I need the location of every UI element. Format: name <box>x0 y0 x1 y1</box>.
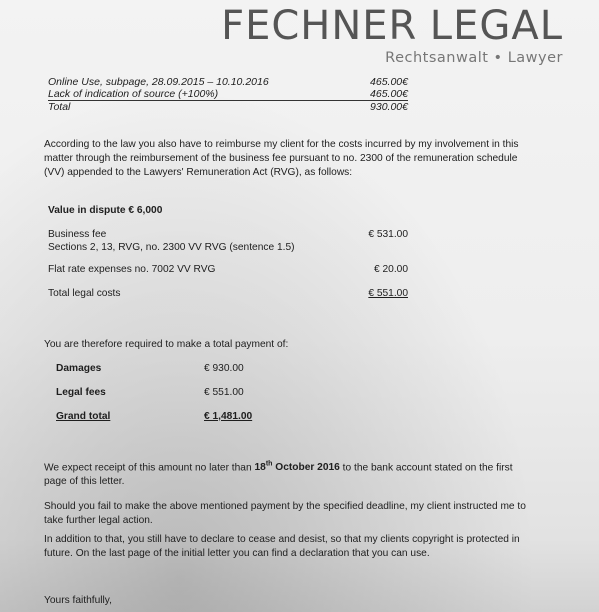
closing: Yours faithfully, <box>44 595 112 606</box>
payment-label: Damages <box>56 363 102 374</box>
deadline-paragraph <box>44 458 534 489</box>
payment-row-grand-total <box>56 410 260 423</box>
table-row-total <box>48 101 408 113</box>
payment-row-legal-fees <box>56 386 260 399</box>
action-paragraph: Should you fail to make the above mentioned payment by the specified deadline, my client instructed me to take further legal action. <box>44 501 526 526</box>
payment-label: Legal fees <box>56 387 106 398</box>
table-row <box>48 88 408 101</box>
desist-paragraph: In addition to that, you still have to declare to cease and desist, so that my clients copyright is protected in future. On the last page of the initial letter you can find a declaration that you can use. <box>44 534 520 559</box>
payment-amount: € 930.00 <box>204 363 244 374</box>
value-in-dispute: Value in dispute € 6,000 <box>48 205 163 216</box>
infringement-table <box>48 76 408 113</box>
payment-amount: € 551.00 <box>204 387 244 398</box>
deadline-before: We expect receipt of this amount no later than <box>44 462 255 474</box>
flat-rate-label: Flat rate expenses no. 7002 VV RVG <box>48 264 216 275</box>
brand-subtitle: Rechtsanwalt • Lawyer <box>385 50 563 66</box>
deadline-date <box>254 462 339 473</box>
payment-label: Grand total <box>56 411 111 422</box>
row-label: Online Use, subpage, 28.09.2015 – 10.10.2016 <box>48 76 269 88</box>
business-fee-detail: Sections 2, 13, RVG, no. 2300 VV RVG (sentence 1.5) <box>48 242 295 253</box>
deadline-day: 18 <box>254 462 266 474</box>
deadline-suffix: th <box>265 461 273 468</box>
intro-paragraph: According to the law you also have to reimburse my client for the costs incurred by my involvement in this matter through the reimbursement of the business fee pursuant to no. 2300 of the remuneration schedule (VV) appended to the Lawyers' Remuneration Act (RVG), as follows: <box>44 139 519 178</box>
row-amount: 465.00€ <box>370 76 408 88</box>
business-fee-row <box>48 228 408 254</box>
payment-intro: You are therefore required to make a total payment of: <box>44 339 289 350</box>
total-legal-costs-row <box>48 287 408 300</box>
row-amount: 465.00€ <box>370 88 408 100</box>
brand-name <box>221 3 563 49</box>
flat-rate-amount: € 20.00 <box>374 264 408 275</box>
deadline-rest: October 2016 <box>272 462 340 474</box>
row-label: Total <box>48 101 71 113</box>
total-legal-costs-label: Total legal costs <box>48 288 121 299</box>
row-amount: 930.00€ <box>370 101 408 113</box>
payment-row-damages <box>56 362 260 375</box>
row-label: Lack of indication of source (+100%) <box>48 88 219 100</box>
brand-first: FECHNER <box>221 3 418 49</box>
brand-second: LEGAL <box>429 3 563 49</box>
payment-amount: € 1,481.00 <box>204 411 253 422</box>
flat-rate-row <box>48 263 408 276</box>
business-fee-label: Business fee <box>48 229 107 240</box>
business-fee-amount: € 531.00 <box>368 229 408 240</box>
total-legal-costs-amount: € 551.00 <box>368 288 408 299</box>
letterhead <box>221 3 563 66</box>
deadline-after: to the bank account stated on the first page of this letter. <box>44 462 513 488</box>
table-row <box>48 76 408 88</box>
